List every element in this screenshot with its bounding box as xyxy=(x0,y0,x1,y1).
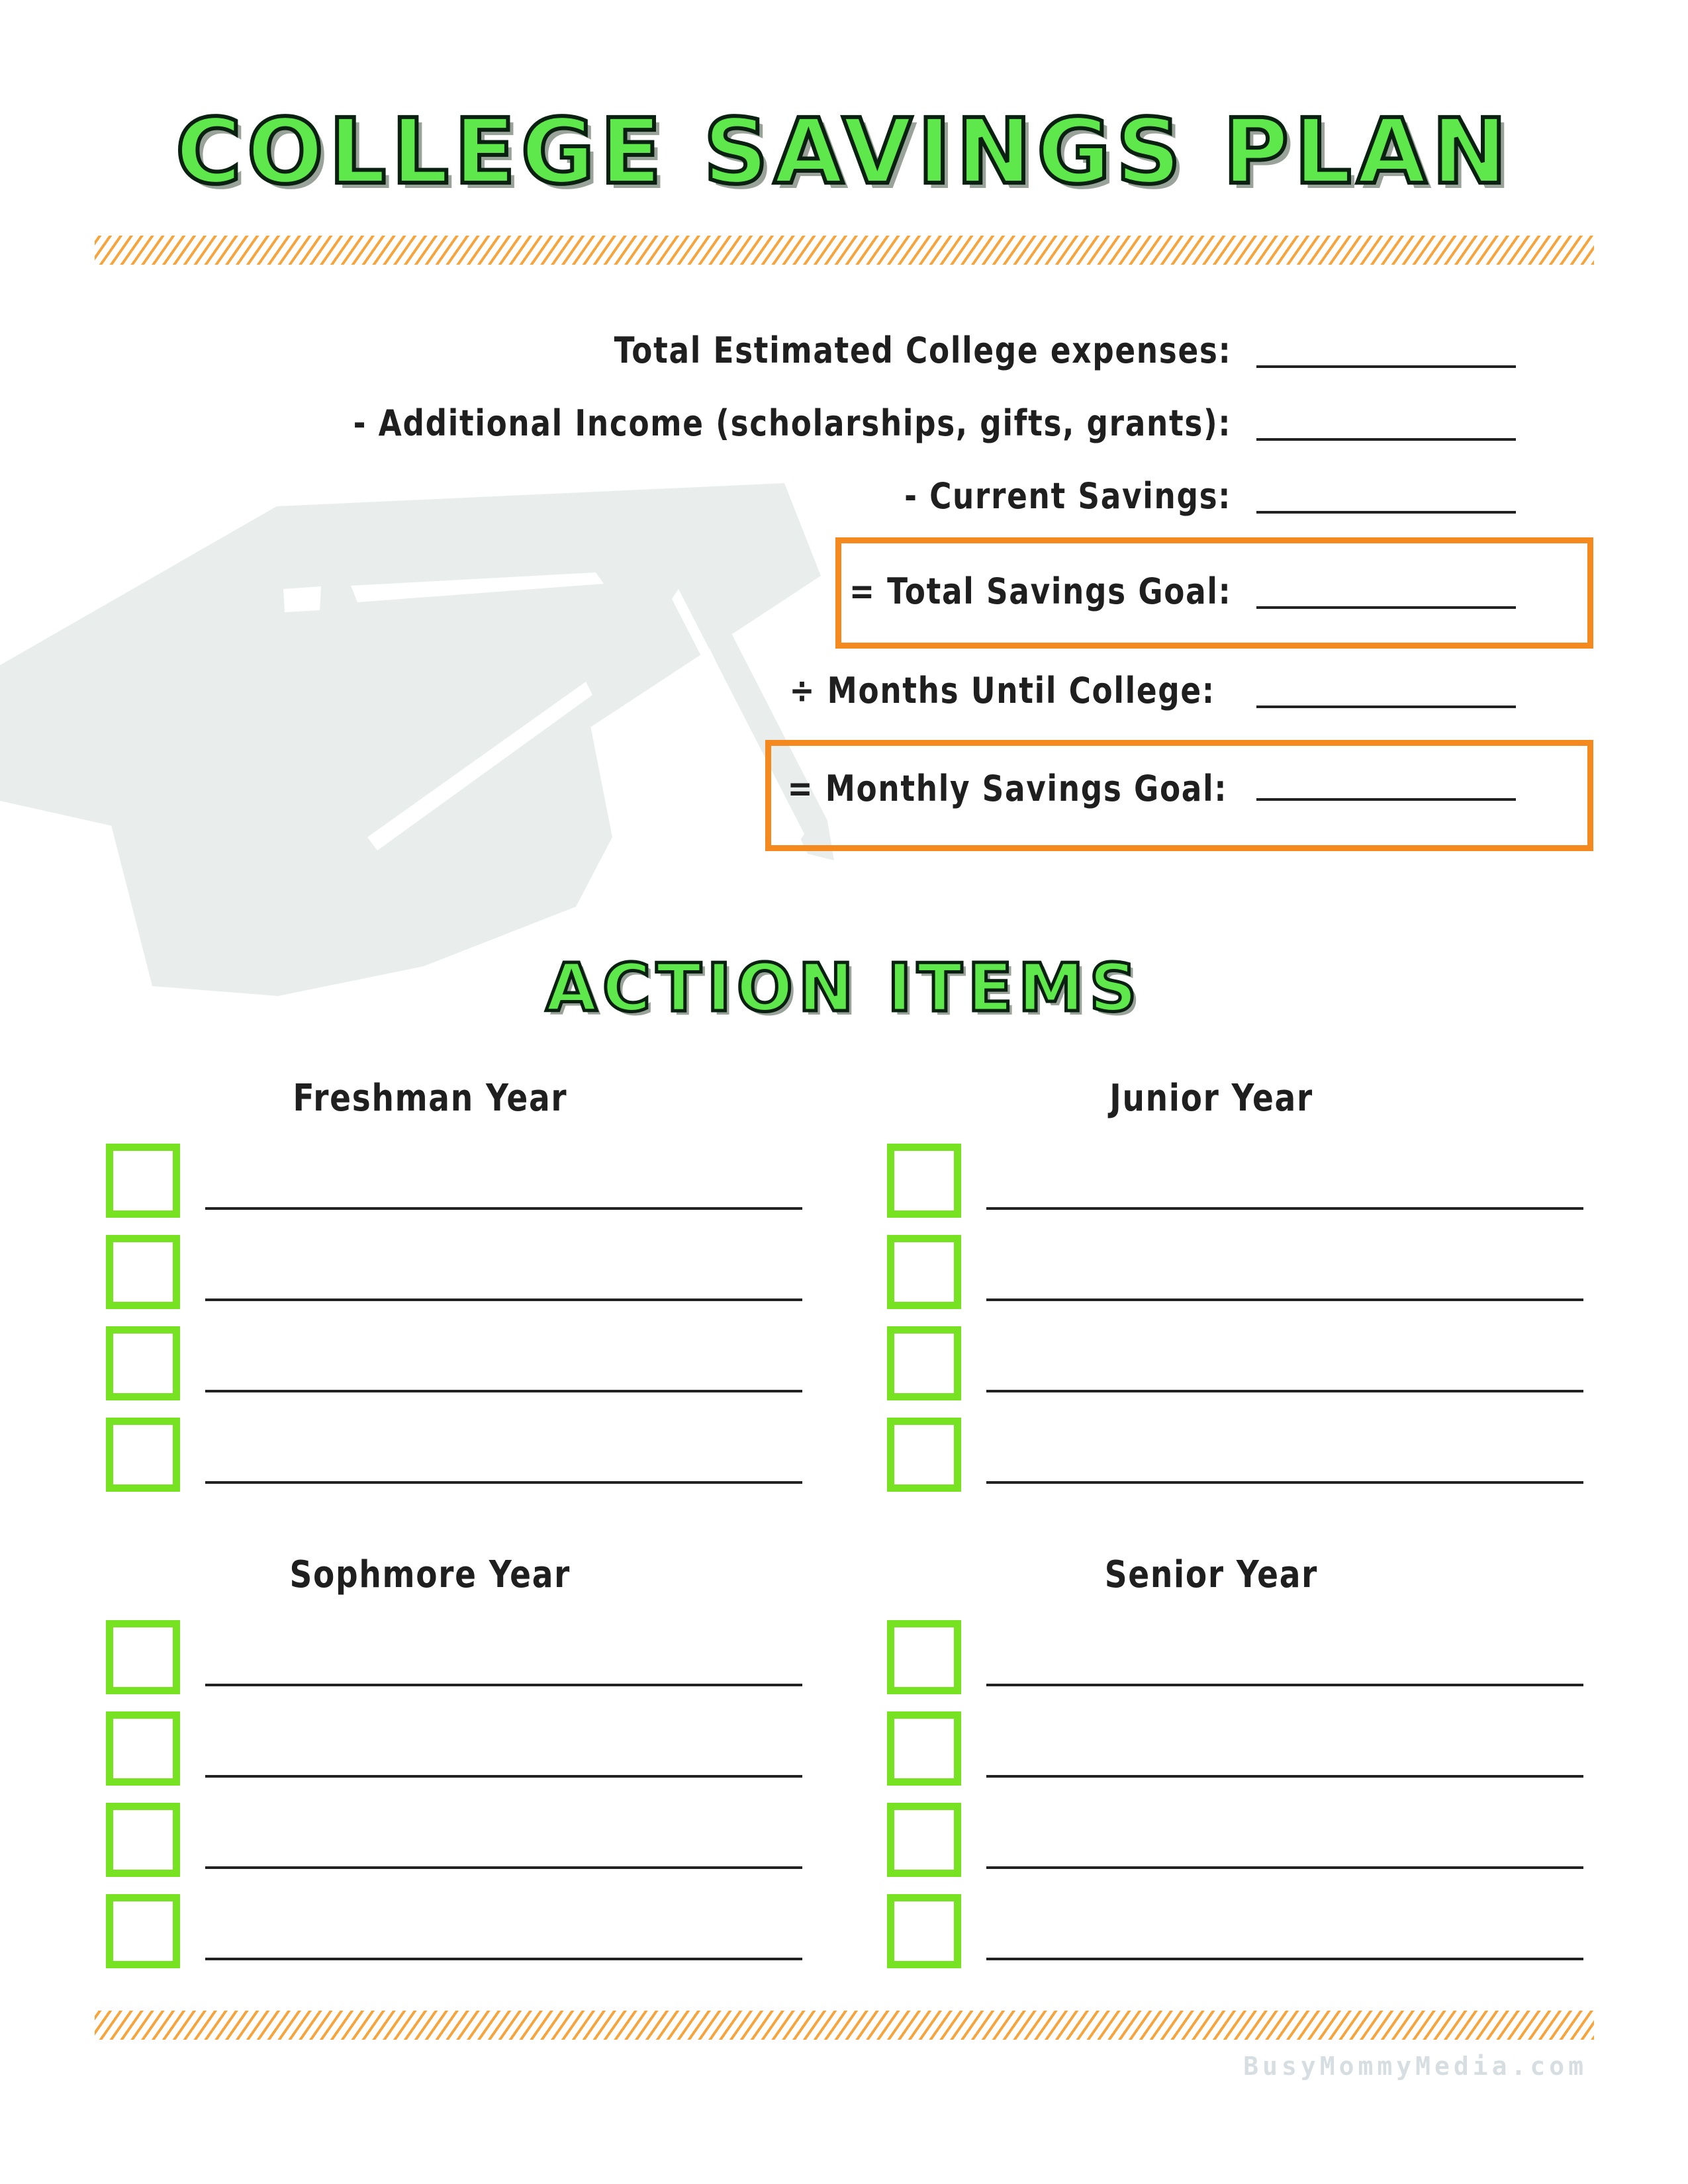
year-block-freshman xyxy=(99,1072,761,1482)
checklist-item xyxy=(880,1326,1542,1400)
write-line[interactable] xyxy=(986,1390,1583,1392)
checklist-item xyxy=(99,1711,761,1786)
checklist-item xyxy=(99,1326,761,1400)
checklist-item xyxy=(880,1235,1542,1309)
checklist-item xyxy=(99,1418,761,1492)
additional-income-blank-field[interactable] xyxy=(1256,438,1516,441)
year-heading-text: Senior Year xyxy=(1104,1553,1319,1596)
write-line[interactable] xyxy=(986,1958,1583,1960)
checkbox[interactable] xyxy=(106,1326,180,1400)
write-line[interactable] xyxy=(205,1298,802,1301)
write-line[interactable] xyxy=(986,1684,1583,1686)
checklist-item xyxy=(880,1144,1542,1218)
checkbox[interactable] xyxy=(106,1894,180,1968)
year-heading-text: Sophmore Year xyxy=(289,1553,571,1596)
checkbox[interactable] xyxy=(887,1620,961,1694)
checklist-item xyxy=(880,1894,1542,1968)
worksheet-row-months-until-college xyxy=(0,670,1215,712)
expenses-blank-field[interactable] xyxy=(1256,365,1516,368)
worksheet-row-current-savings xyxy=(0,475,1231,518)
write-line[interactable] xyxy=(986,1481,1583,1484)
checklist-item xyxy=(99,1620,761,1694)
worksheet-row-expenses xyxy=(0,330,1231,372)
worksheet-label: = Monthly Savings Goal: xyxy=(787,768,1227,809)
current-savings-blank-field[interactable] xyxy=(1256,511,1516,514)
write-line[interactable] xyxy=(205,1390,802,1392)
bottom-stripe-divider xyxy=(95,2011,1594,2040)
months-until-college-blank-field[interactable] xyxy=(1256,705,1516,708)
worksheet-row-total-savings-goal xyxy=(0,570,1231,613)
checkbox[interactable] xyxy=(106,1803,180,1877)
checkbox[interactable] xyxy=(887,1144,961,1218)
action-items-title: ACTION ITEMS xyxy=(545,949,1143,1026)
worksheet-label: - Additional Income (scholarships, gifts, grants): xyxy=(353,402,1231,444)
write-line[interactable] xyxy=(205,1866,802,1869)
write-line[interactable] xyxy=(986,1298,1583,1301)
write-line[interactable] xyxy=(986,1775,1583,1778)
worksheet-row-monthly-savings-goal xyxy=(0,768,1227,810)
checkbox[interactable] xyxy=(106,1711,180,1786)
year-heading xyxy=(880,1072,1542,1125)
checkbox[interactable] xyxy=(106,1144,180,1218)
year-heading xyxy=(99,1072,761,1125)
checklist-item xyxy=(99,1235,761,1309)
year-block-sophomore xyxy=(99,1549,761,1959)
year-block-senior xyxy=(880,1549,1542,1959)
checklist-item xyxy=(99,1803,761,1877)
page-title: COLLEGE SAVINGS PLAN xyxy=(175,100,1513,205)
total-savings-goal-blank-field[interactable] xyxy=(1256,606,1516,609)
worksheet-row-additional-income xyxy=(0,402,1231,445)
checkbox[interactable] xyxy=(106,1418,180,1492)
checkbox[interactable] xyxy=(106,1620,180,1694)
year-heading xyxy=(880,1549,1542,1602)
checklist-item xyxy=(880,1803,1542,1877)
checkbox[interactable] xyxy=(887,1235,961,1309)
checkbox[interactable] xyxy=(106,1235,180,1309)
checkbox[interactable] xyxy=(887,1711,961,1786)
checklist-item xyxy=(880,1711,1542,1786)
top-stripe-divider xyxy=(95,236,1594,265)
worksheet-label: = Total Savings Goal: xyxy=(849,570,1231,612)
write-line[interactable] xyxy=(986,1866,1583,1869)
worksheet-label: ÷ Months Until College: xyxy=(789,670,1215,711)
checklist-item xyxy=(99,1894,761,1968)
worksheet-label: - Current Savings: xyxy=(904,475,1231,517)
write-line[interactable] xyxy=(205,1958,802,1960)
worksheet-label: Total Estimated College expenses: xyxy=(614,330,1231,371)
checkbox[interactable] xyxy=(887,1326,961,1400)
write-line[interactable] xyxy=(205,1207,802,1210)
write-line[interactable] xyxy=(205,1684,802,1686)
write-line[interactable] xyxy=(205,1775,802,1778)
checklist-item xyxy=(880,1620,1542,1694)
year-heading-text: Junior Year xyxy=(1109,1077,1313,1120)
footer-credit: BusyMommyMedia.com xyxy=(1243,2052,1587,2081)
write-line[interactable] xyxy=(205,1481,802,1484)
write-line[interactable] xyxy=(986,1207,1583,1210)
year-heading-text: Freshman Year xyxy=(293,1077,568,1120)
graduation-cap-icon xyxy=(0,463,861,1006)
checklist-item xyxy=(880,1418,1542,1492)
year-block-junior xyxy=(880,1072,1542,1482)
checklist-item xyxy=(99,1144,761,1218)
monthly-savings-goal-blank-field[interactable] xyxy=(1256,798,1516,801)
checkbox[interactable] xyxy=(887,1418,961,1492)
checkbox[interactable] xyxy=(887,1894,961,1968)
year-heading xyxy=(99,1549,761,1602)
checkbox[interactable] xyxy=(887,1803,961,1877)
